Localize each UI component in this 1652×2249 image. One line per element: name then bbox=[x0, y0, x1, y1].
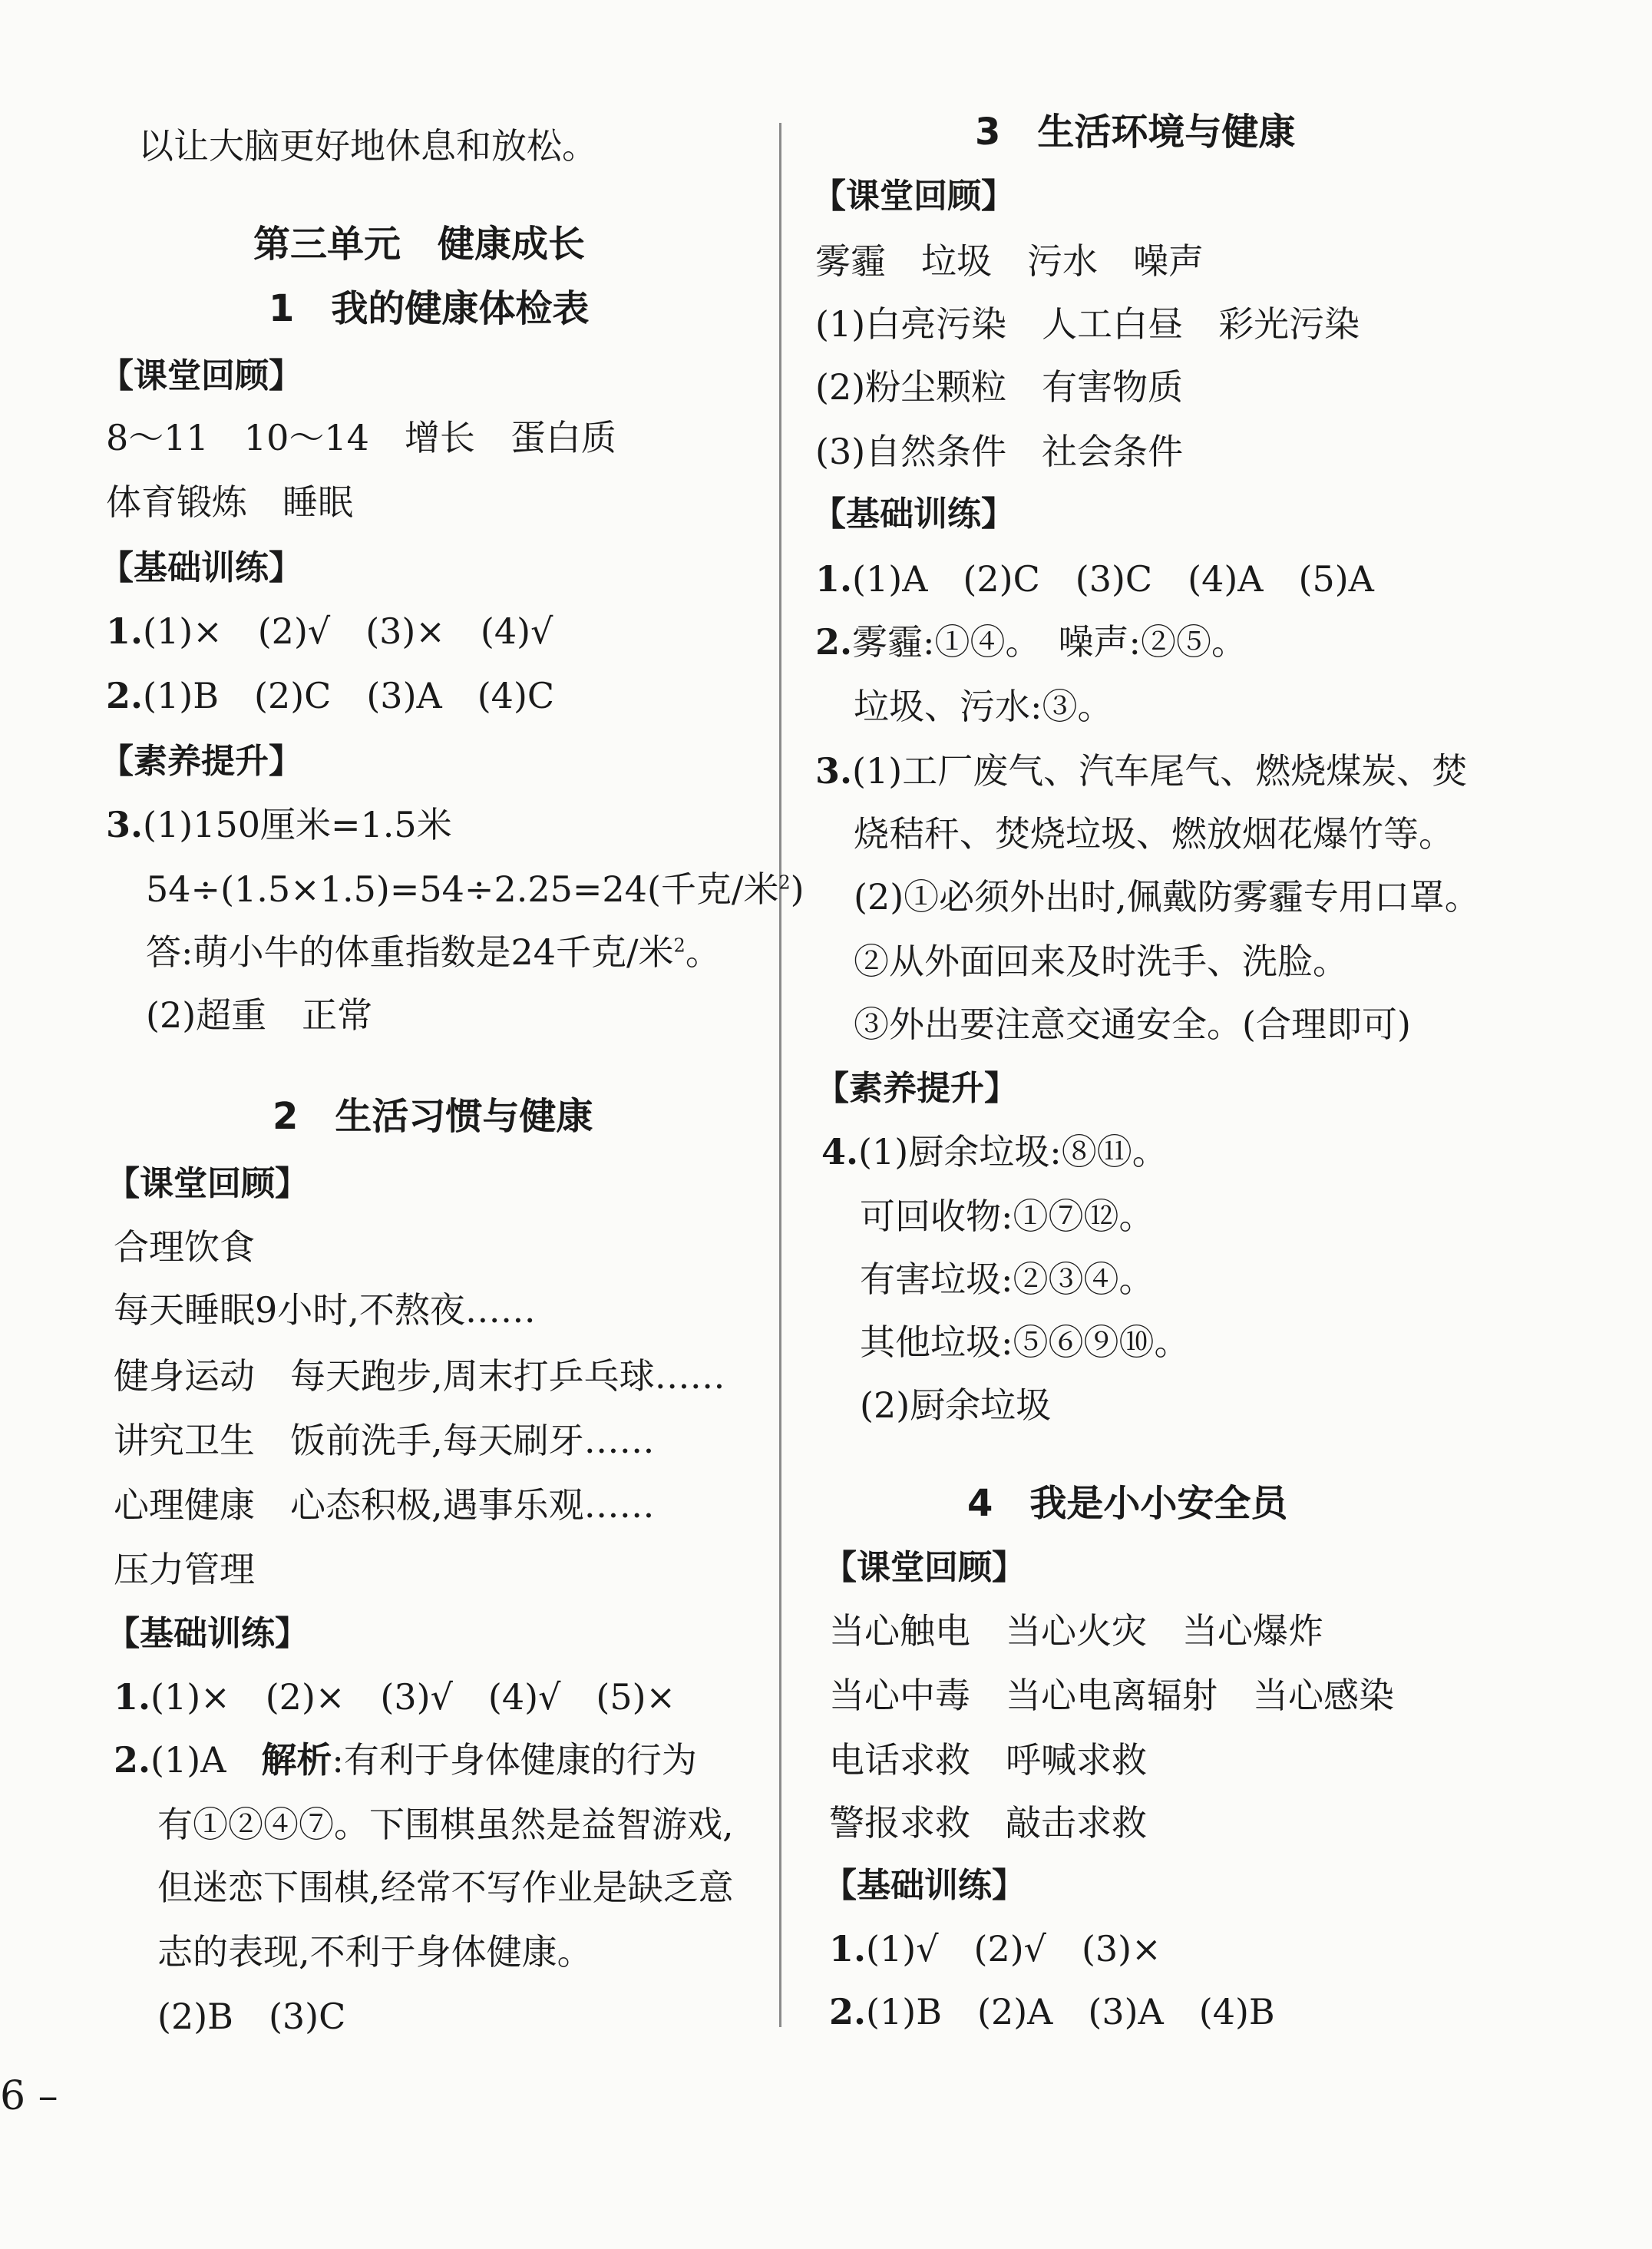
answer-text: (1)B (2)A (3)A (4)B bbox=[866, 1991, 1275, 2032]
question-number: 2. bbox=[829, 1991, 867, 2032]
question-number: 2. bbox=[114, 1739, 151, 1781]
lesson3-review-line: 雾霾 垃圾 污水 噪声 bbox=[815, 240, 1204, 282]
question-number: 1. bbox=[815, 558, 853, 600]
lesson3-q4-line: 其他垃圾:⑤⑥⑨⑩。 bbox=[860, 1321, 1190, 1363]
lesson2-q2-line: (2)B (3)C bbox=[157, 1996, 346, 2037]
answer-text: (1)√ (2)√ (3)× bbox=[866, 1928, 1161, 1970]
answer-text: (1)A (2)C (3)C (4)A (5)A bbox=[852, 558, 1374, 600]
lesson2-q2-line: 但迷恋下围棋,经常不写作业是缺乏意 bbox=[157, 1867, 734, 1908]
answer-text: (1)工厂废气、汽车尾气、燃烧煤炭、焚 bbox=[852, 750, 1468, 792]
answer-text: (1)150厘米=1.5米 bbox=[143, 804, 452, 845]
lesson3-q4-line: (2)厨余垃圾 bbox=[860, 1384, 1052, 1426]
lesson2-review-line: 健身运动 每天跑步,周末打乒乓球…… bbox=[114, 1355, 725, 1397]
lesson1-q3-line: (2)超重 正常 bbox=[146, 994, 373, 1036]
lesson3-q3-line: (2)①必须外出时,佩戴防雾霾专用口罩。 bbox=[854, 876, 1480, 918]
lesson1-q3 bbox=[106, 802, 452, 848]
lesson2-review-heading: 【课堂回顾】 bbox=[106, 1164, 309, 1203]
question-number: 2. bbox=[106, 675, 144, 716]
superscript: 2 bbox=[778, 871, 791, 894]
lesson4-q2 bbox=[829, 1989, 1275, 2035]
lesson1-q3-line bbox=[146, 929, 721, 975]
lesson3-review-line: (2)粉尘颗粒 有害物质 bbox=[815, 366, 1184, 408]
lesson3-q2 bbox=[815, 619, 1247, 665]
lesson1-q2 bbox=[106, 673, 554, 719]
lesson3-review-line: (1)白亮污染 人工白昼 彩光污染 bbox=[815, 303, 1360, 345]
question-number: 3. bbox=[106, 804, 144, 845]
lesson3-basic-heading: 【基础训练】 bbox=[812, 494, 1015, 534]
answer-text: 雾霾:①④。 噪声:②⑤。 bbox=[852, 621, 1247, 663]
answer-text: 答:萌小牛的体重指数是24千克/米 bbox=[146, 931, 674, 973]
lesson4-basic-heading: 【基础训练】 bbox=[823, 1866, 1026, 1905]
answer-text: (1)× (2)× (3)√ (4)√ (5)× bbox=[150, 1676, 676, 1718]
lesson2-review-line: 心理健康 心态积极,遇事乐观…… bbox=[114, 1484, 655, 1526]
lesson2-review-line: 压力管理 bbox=[114, 1549, 255, 1590]
lesson3-q4 bbox=[821, 1129, 1168, 1175]
answer-text: (1)A bbox=[150, 1739, 262, 1781]
lesson4-review-heading: 【课堂回顾】 bbox=[823, 1548, 1026, 1587]
analysis-label: 解析 bbox=[261, 1739, 332, 1781]
lesson3-q3-line: ②从外面回来及时洗手、洗脸。 bbox=[854, 941, 1348, 982]
lesson3-q2-line: 垃圾、污水:③。 bbox=[854, 686, 1113, 727]
lesson2-review-line: 合理饮食 bbox=[114, 1226, 255, 1268]
answer-text: (1)厨余垃圾:⑧⑪。 bbox=[858, 1131, 1168, 1172]
lesson4-review-line: 电话求救 呼喊求救 bbox=[829, 1739, 1147, 1781]
lesson4-review-line: 当心中毒 当心电离辐射 当心感染 bbox=[829, 1675, 1394, 1716]
lesson1-q1 bbox=[106, 608, 553, 654]
lesson2-title: 2 生活习惯与健康 bbox=[273, 1095, 593, 1138]
answer-text: ) bbox=[790, 868, 805, 910]
lesson1-basic-heading: 【基础训练】 bbox=[100, 548, 302, 587]
question-number: 1. bbox=[114, 1676, 151, 1718]
column-divider bbox=[779, 123, 781, 2027]
unit-title: 第三单元 健康成长 bbox=[253, 223, 586, 266]
lesson3-review-line: (3)自然条件 社会条件 bbox=[815, 431, 1184, 472]
superscript: 2 bbox=[673, 934, 686, 957]
lesson4-q1 bbox=[829, 1926, 1161, 1972]
lesson4-title: 4 我是小小安全员 bbox=[967, 1482, 1288, 1525]
lesson1-review-line: 8～11 10～14 增长 蛋白质 bbox=[106, 417, 616, 458]
lesson4-review-line: 警报求救 敲击求救 bbox=[829, 1802, 1147, 1844]
lesson2-q2-line: 有①②④⑦。下围棋虽然是益智游戏, bbox=[157, 1804, 734, 1845]
lesson1-title: 1 我的健康体检表 bbox=[269, 287, 590, 330]
lesson2-basic-heading: 【基础训练】 bbox=[106, 1614, 309, 1653]
answer-text: (1)× (2)√ (3)× (4)√ bbox=[143, 610, 553, 652]
lesson1-review-heading: 【课堂回顾】 bbox=[100, 356, 302, 395]
question-number: 4. bbox=[821, 1131, 859, 1172]
lesson3-improve-heading: 【素养提升】 bbox=[815, 1069, 1018, 1108]
lesson3-q3-line: 烧秸秆、焚烧垃圾、燃放烟花爆竹等。 bbox=[854, 813, 1454, 855]
lesson3-review-heading: 【课堂回顾】 bbox=[812, 177, 1015, 216]
question-number: 2. bbox=[815, 621, 853, 663]
question-number: 3. bbox=[815, 750, 853, 792]
intro-line: 以让大脑更好地休息和放松。 bbox=[138, 125, 597, 167]
lesson1-q3-line bbox=[146, 866, 805, 912]
lesson3-q4-line: 可回收物:①⑦⑫。 bbox=[860, 1196, 1155, 1237]
question-number: 1. bbox=[106, 610, 144, 652]
answer-text: 54÷(1.5×1.5)=54÷2.25=24(千克/米 bbox=[146, 868, 779, 910]
answer-text: 。 bbox=[685, 931, 721, 973]
lesson1-improve-heading: 【素养提升】 bbox=[100, 742, 302, 781]
answer-text: (1)B (2)C (3)A (4)C bbox=[143, 675, 555, 716]
lesson2-q1 bbox=[114, 1674, 676, 1720]
lesson2-q2-line: 志的表现,不利于身体健康。 bbox=[157, 1931, 593, 1973]
lesson3-q3-line: ③外出要注意交通安全。(合理即可) bbox=[854, 1004, 1411, 1045]
lesson4-review-line: 当心触电 当心火灾 当心爆炸 bbox=[829, 1610, 1323, 1652]
lesson2-review-line: 每天睡眠9小时,不熬夜…… bbox=[114, 1289, 536, 1331]
lesson1-review-line: 体育锻炼 睡眠 bbox=[106, 481, 353, 523]
lesson3-q1 bbox=[815, 556, 1374, 602]
page-number: 6 – bbox=[0, 2073, 58, 2119]
lesson3-title: 3 生活环境与健康 bbox=[975, 111, 1296, 154]
question-number: 1. bbox=[829, 1928, 867, 1970]
answer-text: :有利于身体健康的行为 bbox=[332, 1739, 697, 1781]
lesson3-q3 bbox=[815, 748, 1467, 794]
lesson2-q2 bbox=[114, 1737, 697, 1783]
lesson3-q4-line: 有害垃圾:②③④。 bbox=[860, 1258, 1155, 1300]
lesson2-review-line: 讲究卫生 饭前洗手,每天刷牙…… bbox=[114, 1420, 655, 1461]
